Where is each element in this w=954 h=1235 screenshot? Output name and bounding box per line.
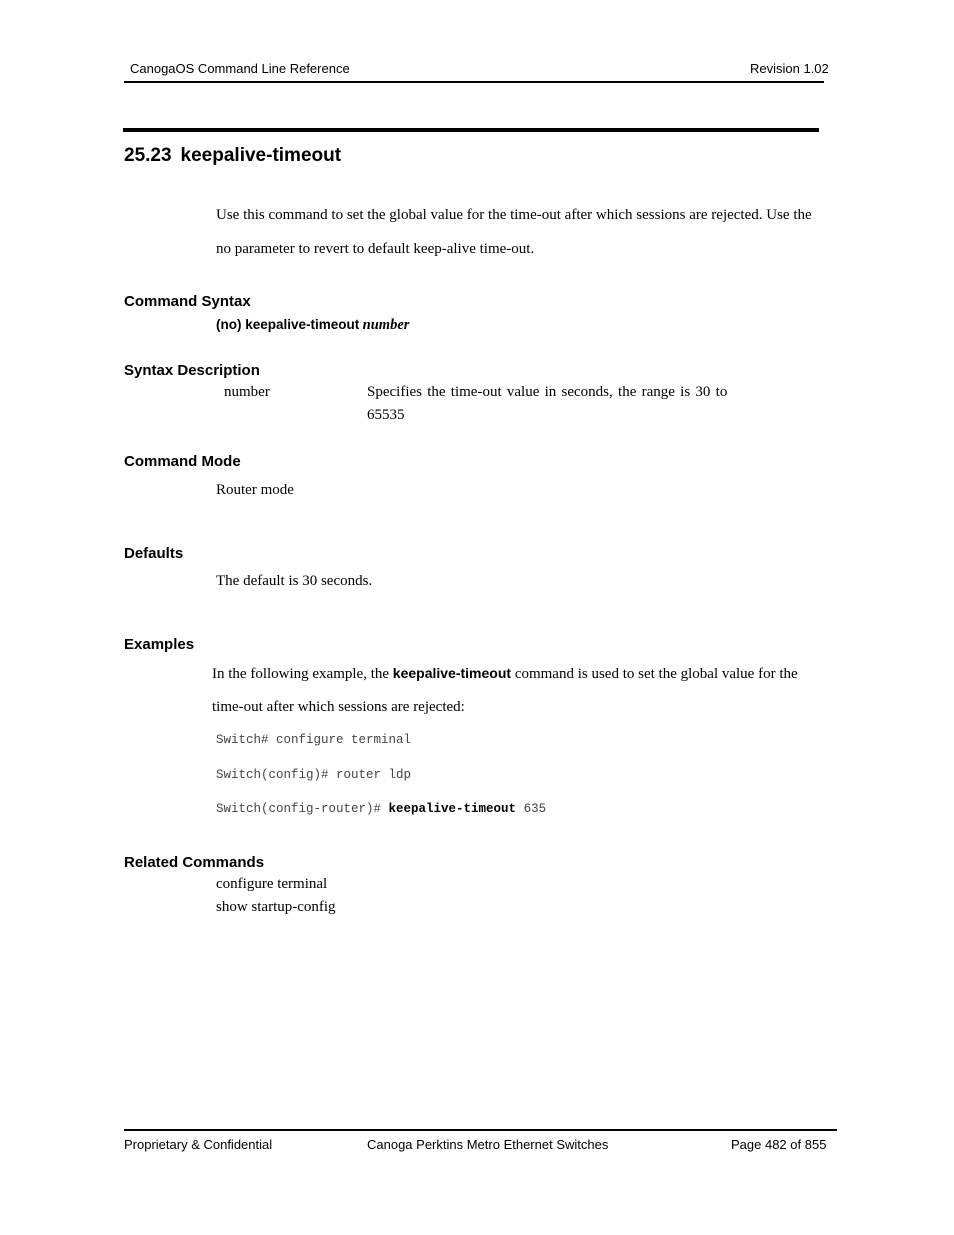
examples-line-1-pre: In the following example, the [212, 666, 393, 682]
command-syntax-line [216, 317, 409, 334]
header-divider [124, 81, 824, 83]
command-mode-text: Router mode [216, 482, 294, 498]
examples-heading: Examples [124, 636, 195, 653]
related-command-item: configure terminal [216, 876, 328, 892]
syntax-description-heading: Syntax Description [124, 362, 260, 379]
code-line-1: Switch# configure terminal [216, 733, 412, 747]
section-number: 25.23 [124, 145, 172, 166]
syntax-param: number [362, 317, 410, 333]
intro-line-1: Use this command to set the global value for the time-out after which sessions are rejected. Use the [216, 207, 812, 223]
defaults-text: The default is 30 seconds. [216, 573, 373, 589]
examples-line-1-post: command is used to set the global value for the [511, 666, 798, 682]
syntax-desc-text-line-2: 65535 [367, 407, 405, 423]
syntax-command: (no) keepalive-timeout [216, 317, 360, 332]
code-command: keepalive-timeout [388, 802, 517, 816]
footer-page-number: Page 482 of 855 [731, 1137, 827, 1152]
title-divider [123, 128, 819, 132]
defaults-heading: Defaults [124, 545, 184, 562]
page-title [124, 145, 341, 167]
footer-divider [124, 1129, 837, 1131]
intro-line-2: no parameter to revert to default keep-alive time-out. [216, 241, 535, 257]
examples-command: keepalive-timeout [392, 665, 512, 681]
code-argument: 635 [516, 802, 547, 816]
section-title: keepalive-timeout [180, 145, 342, 166]
examples-line-1 [212, 665, 798, 683]
footer-confidential: Proprietary & Confidential [124, 1137, 273, 1152]
syntax-desc-text-line-1: Specifies the time-out value in seconds, the range is 30 to [367, 384, 728, 400]
syntax-desc-param: number [224, 384, 270, 400]
header-revision: Revision 1.02 [750, 61, 829, 76]
footer-product: Canoga Perktins Metro Ethernet Switches [367, 1137, 609, 1152]
command-syntax-heading: Command Syntax [124, 293, 251, 310]
header-doc-title: CanogaOS Command Line Reference [130, 61, 350, 76]
code-prompt: Switch(config-router)# [216, 802, 389, 816]
examples-line-2: time-out after which sessions are rejected: [212, 699, 465, 715]
code-line-2: Switch(config)# router ldp [216, 768, 412, 782]
related-commands-heading: Related Commands [124, 854, 265, 871]
related-command-item: show startup-config [216, 899, 336, 915]
code-line-3 [216, 802, 546, 816]
command-mode-heading: Command Mode [124, 453, 241, 470]
